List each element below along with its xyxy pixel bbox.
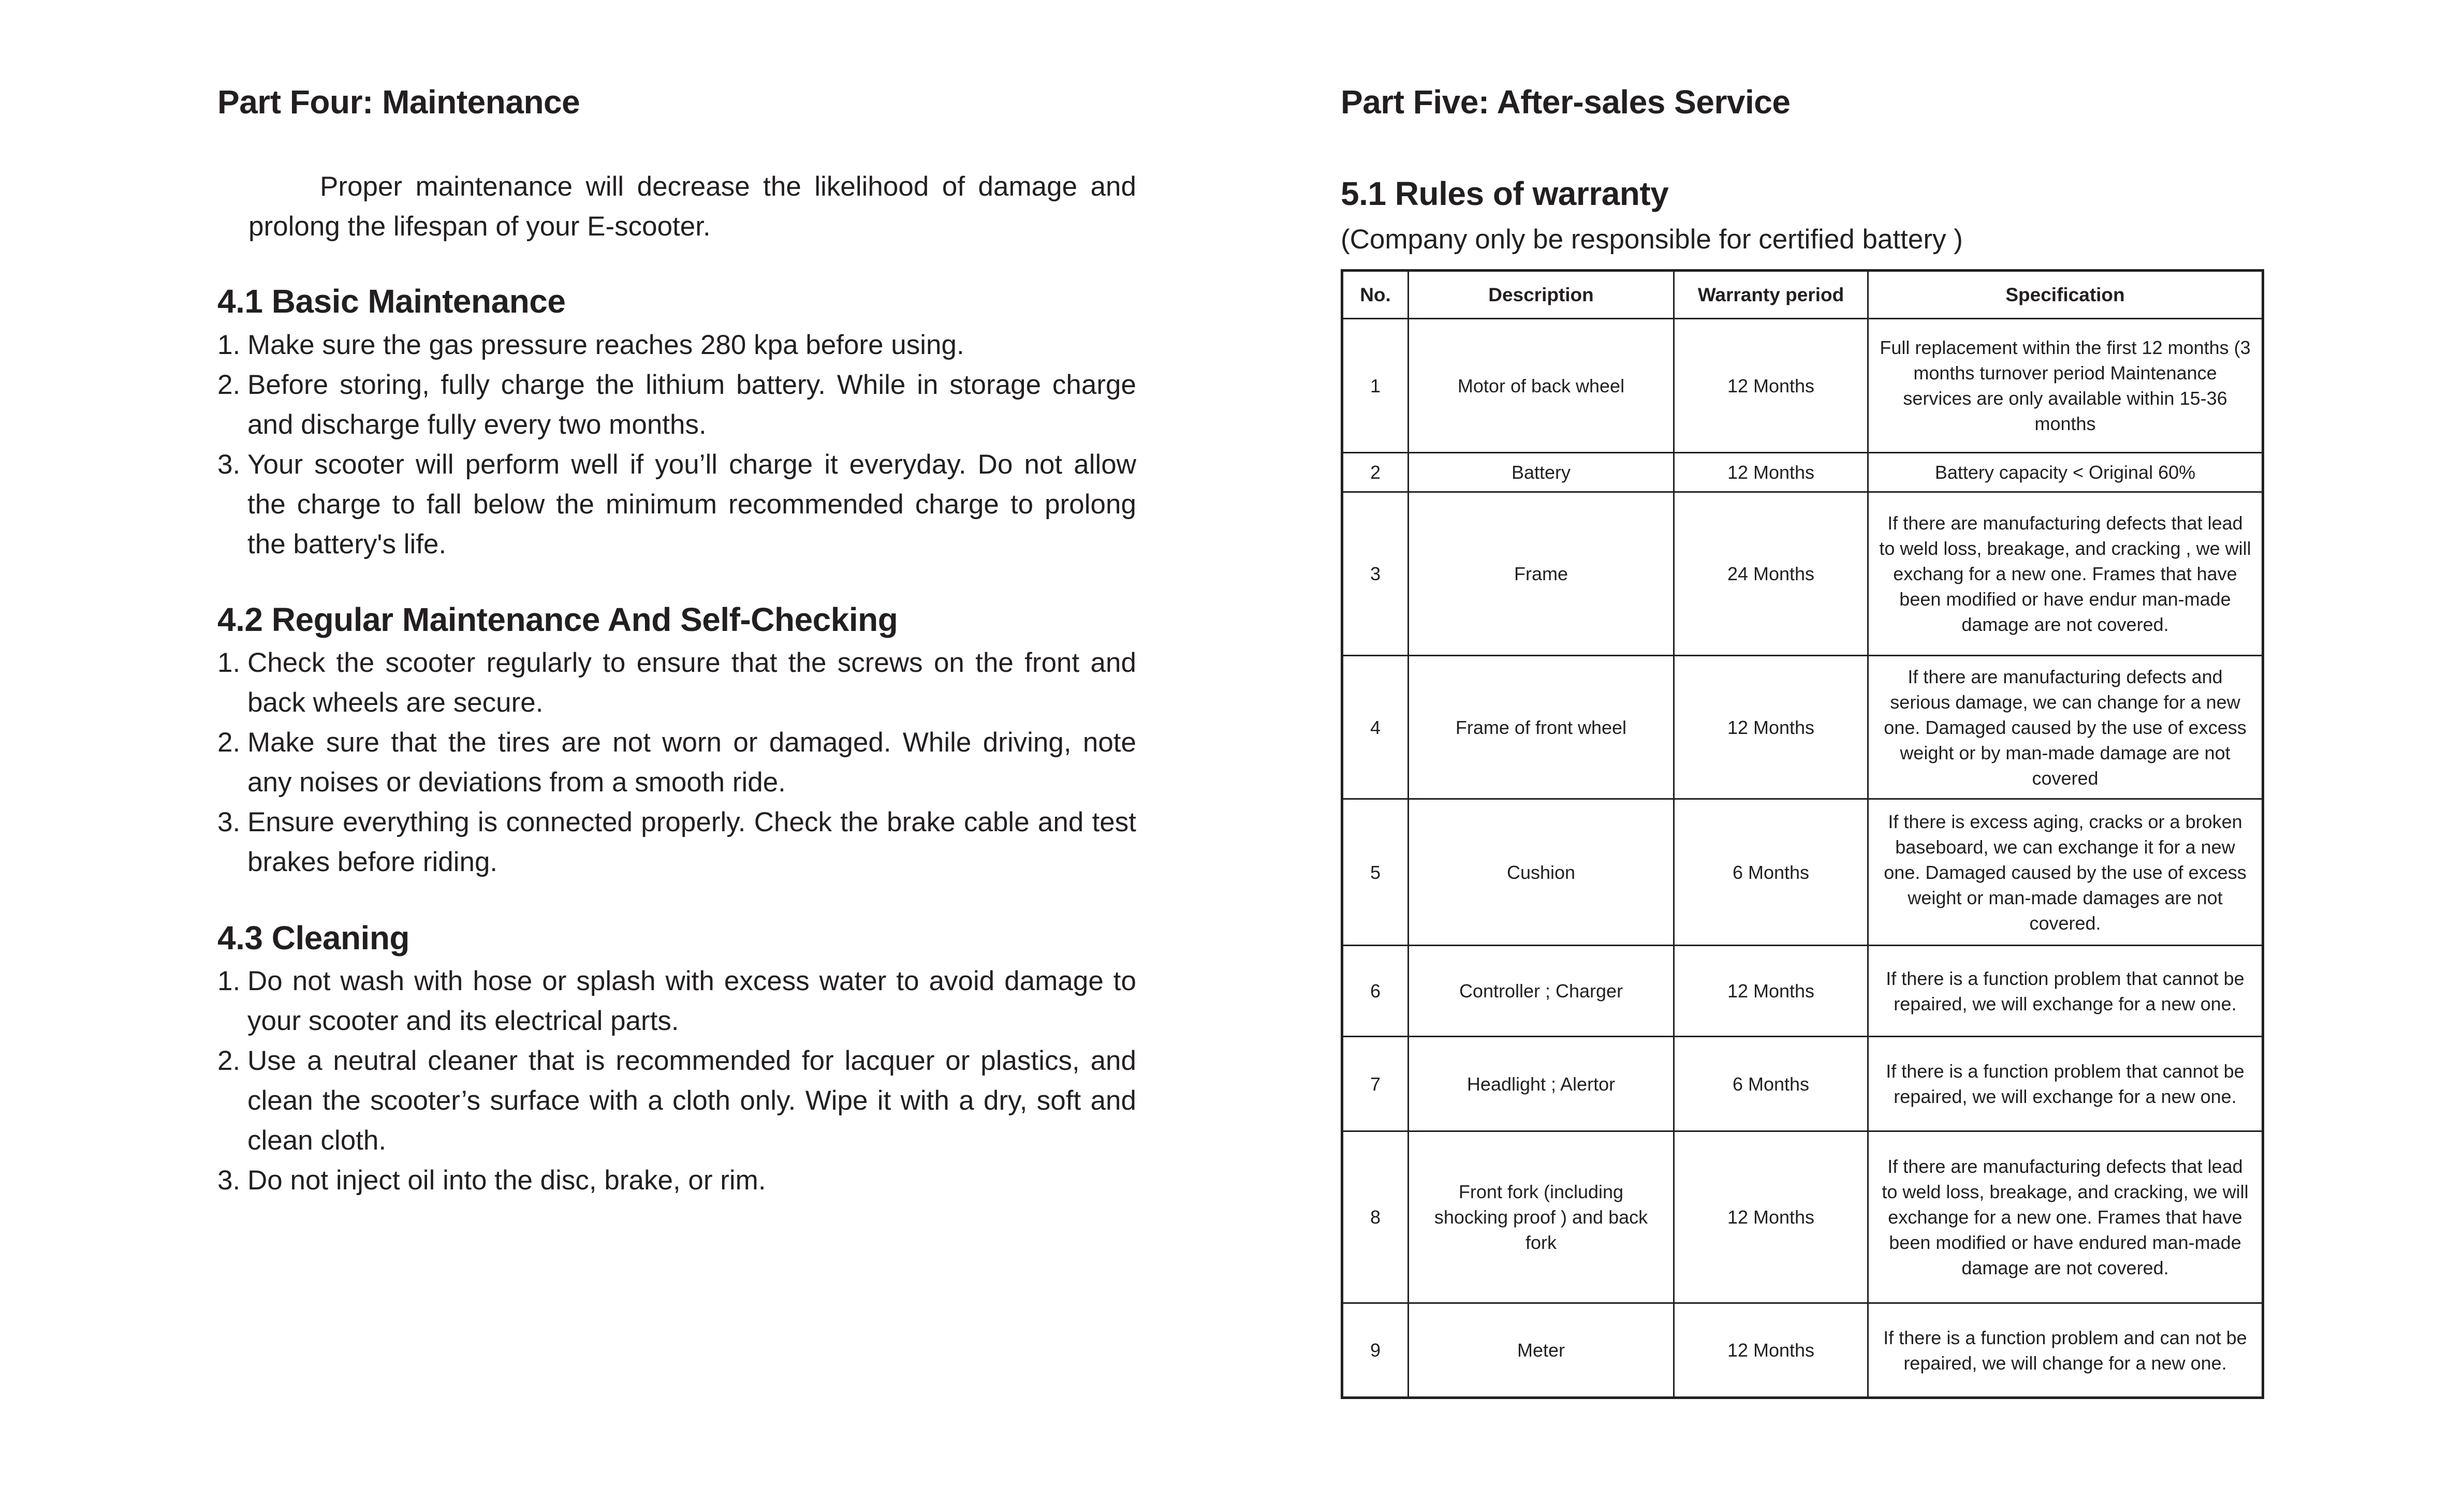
cell-no: 8	[1342, 1131, 1409, 1303]
cell-description: Meter	[1409, 1303, 1674, 1398]
cell-spec: If there are manufacturing defects that lead to weld loss, breakage, and cracking , we will exchang for a new one. Frames that have been modified or have endur man-made damage are not covered.	[1868, 492, 2263, 656]
table-row	[1342, 656, 2263, 799]
table-header-row	[1342, 271, 2263, 319]
list-item: 3. Do not inject oil into the disc, brake, or rim.	[217, 1165, 766, 1196]
cell-no: 7	[1342, 1037, 1409, 1131]
cell-description: Headlight ; Alertor	[1409, 1037, 1674, 1131]
section-4-2-title: 4.2 Regular Maintenance And Self-Checking	[217, 601, 898, 638]
cell-no: 2	[1342, 453, 1409, 492]
warranty-note: (Company only be responsible for certified battery )	[1341, 224, 1963, 255]
list-item: 2. Use a neutral cleaner that is recommended for lacquer or plastics, and clean the scooter’s surface with a cloth only. Wipe it with a dry, soft and clean cloth.	[217, 1046, 1136, 1156]
table-row	[1342, 453, 2263, 492]
cell-period: 12 Months	[1674, 453, 1868, 492]
list-item: 3. Your scooter will perform well if you’ll charge it everyday. Do not allow the charge to fall below the minimum recommended charge to prolong the battery's life.	[217, 449, 1136, 560]
cell-spec: If there is a function problem that cannot be repaired, we will exchange for a new one.	[1868, 946, 2263, 1037]
cell-spec: Full replacement within the first 12 months (3 months turnover period Maintenance services are only available within 15-36 months	[1868, 319, 2263, 453]
section-4-3-list	[217, 961, 1136, 1200]
header-warranty-period: Warranty period	[1674, 271, 1868, 319]
header-specification: Specification	[1868, 271, 2263, 319]
cell-period: 24 Months	[1674, 492, 1868, 656]
cell-no: 1	[1342, 319, 1409, 453]
list-item: 3. Ensure everything is connected properly. Check the brake cable and test brakes before riding.	[217, 807, 1136, 877]
header-description: Description	[1409, 271, 1674, 319]
cell-description: Motor of back wheel	[1409, 319, 1674, 453]
table-row	[1342, 1303, 2263, 1398]
cell-description: Controller ; Charger	[1409, 946, 1674, 1037]
section-5-1-title: 5.1 Rules of warranty	[1341, 175, 1669, 212]
warranty-table	[1341, 269, 2264, 1399]
cell-description: Frame	[1409, 492, 1674, 656]
cell-period: 12 Months	[1674, 1303, 1868, 1398]
section-4-3-title: 4.3 Cleaning	[217, 919, 409, 956]
header-no: No.	[1342, 271, 1409, 319]
section-4-2-list	[217, 643, 1136, 882]
cell-spec: Battery capacity < Original 60%	[1868, 453, 2263, 492]
list-item: 2. Make sure that the tires are not worn or damaged. While driving, note any noises or deviations from a smooth ride.	[217, 727, 1136, 798]
cell-period: 12 Months	[1674, 656, 1868, 799]
section-4-1-list	[217, 325, 1136, 564]
list-item: 1. Do not wash with hose or splash with excess water to avoid damage to your scooter and its electrical parts.	[217, 966, 1136, 1036]
cell-no: 6	[1342, 946, 1409, 1037]
cell-description: Battery	[1409, 453, 1674, 492]
cell-no: 4	[1342, 656, 1409, 799]
cell-spec: If there is a function problem and can not be repaired, we will change for a new one.	[1868, 1303, 2263, 1398]
cell-description: Front fork (including shocking proof ) and back fork	[1409, 1131, 1674, 1303]
cell-spec: If there are manufacturing defects and serious damage, we can change for a new one. Damaged caused by the use of excess weight or by man-made damage are not covered	[1868, 656, 2263, 799]
table-row	[1342, 1131, 2263, 1303]
table-row	[1342, 946, 2263, 1037]
cell-spec: If there is a function problem that cannot be repaired, we will exchange for a new one.	[1868, 1037, 2263, 1131]
table-row	[1342, 492, 2263, 656]
cell-spec: If there is excess aging, cracks or a broken baseboard, we can exchange it for a new one. Damaged caused by the use of excess weight or man-made damages are not covered.	[1868, 799, 2263, 946]
cell-period: 12 Months	[1674, 1131, 1868, 1303]
table-row	[1342, 319, 2263, 453]
cell-period: 12 Months	[1674, 319, 1868, 453]
list-item: 1. Check the scooter regularly to ensure that the screws on the front and back wheels are secure.	[217, 648, 1136, 718]
cell-description: Frame of front wheel	[1409, 656, 1674, 799]
cell-no: 3	[1342, 492, 1409, 656]
part-four-title: Part Four: Maintenance	[217, 83, 580, 121]
list-item: 2. Before storing, fully charge the lithium battery. While in storage charge and discharge fully every two months.	[217, 370, 1136, 440]
cell-period: 6 Months	[1674, 1037, 1868, 1131]
table-row	[1342, 1037, 2263, 1131]
list-item: 1. Make sure the gas pressure reaches 280 kpa before using.	[217, 330, 964, 360]
table-row	[1342, 799, 2263, 946]
maintenance-intro: Proper maintenance will decrease the likelihood of damage and prolong the lifespan of your E-scooter.	[248, 171, 1136, 242]
cell-spec: If there are manufacturing defects that lead to weld loss, breakage, and cracking, we will exchange for a new one. Frames that have been modified or have endured man-made damage are not covered.	[1868, 1131, 2263, 1303]
cell-description: Cushion	[1409, 799, 1674, 946]
cell-no: 5	[1342, 799, 1409, 946]
cell-period: 12 Months	[1674, 946, 1868, 1037]
cell-no: 9	[1342, 1303, 1409, 1398]
cell-period: 6 Months	[1674, 799, 1868, 946]
part-five-title: Part Five: After-sales Service	[1341, 83, 1791, 121]
section-4-1-title: 4.1 Basic Maintenance	[217, 283, 566, 320]
